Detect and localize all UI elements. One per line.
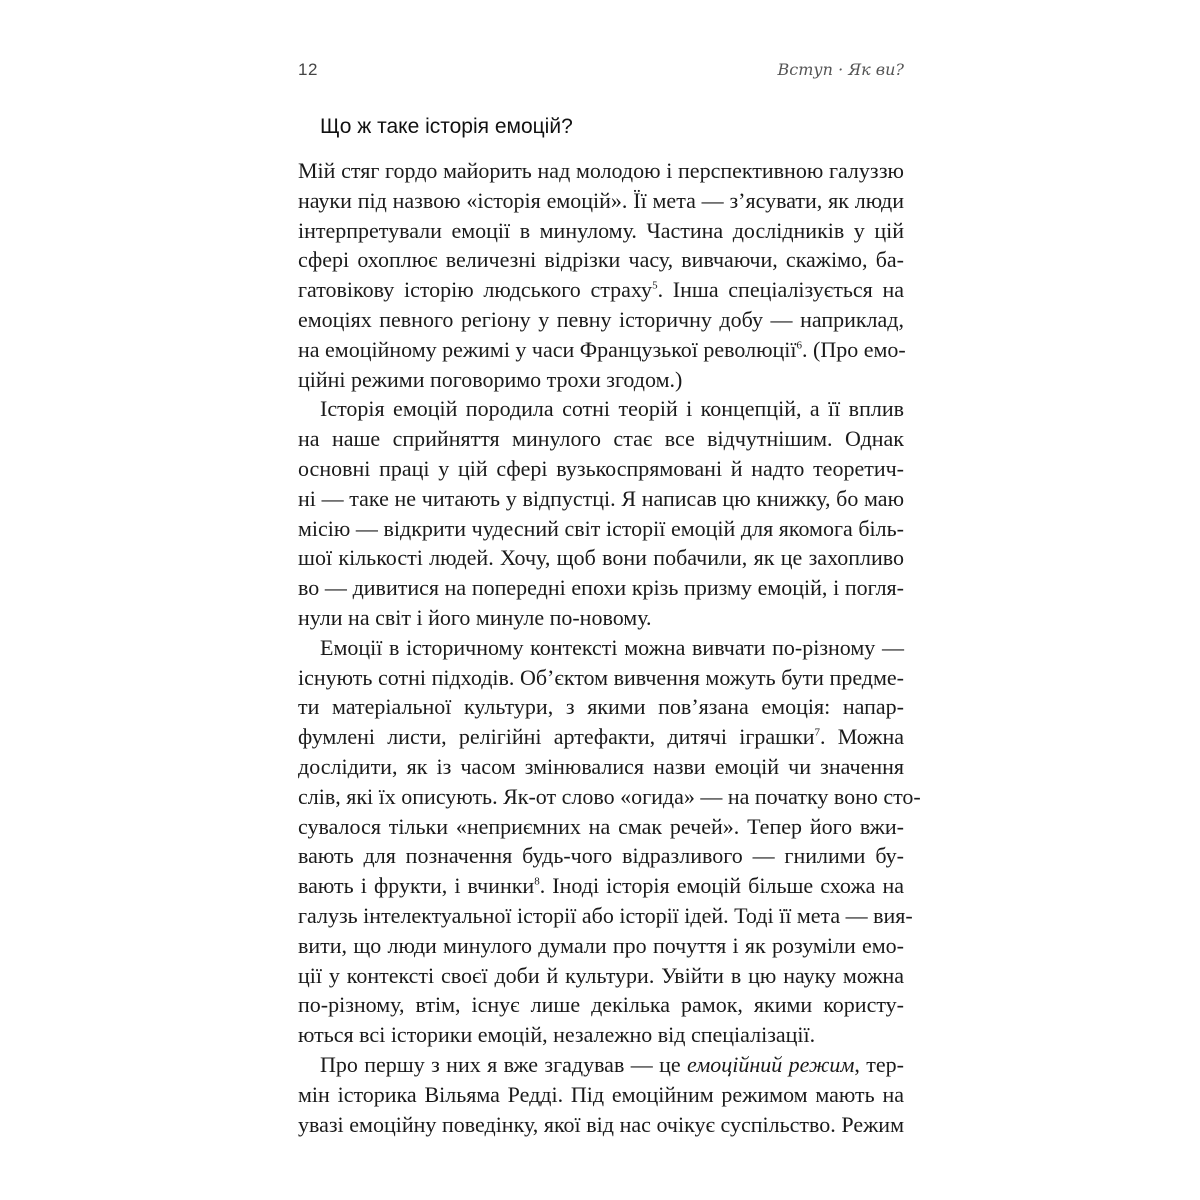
text-line: ти матеріальної культури, з якими пов’язана емоція: напар- — [298, 694, 904, 720]
text-line: науки під назвою «історія емоцій». Її мета — з’ясувати, як люди — [298, 187, 904, 213]
text-line: сфері охоплює величезні відрізки часу, вивчаючи, скажімо, ба- — [298, 247, 904, 273]
paragraph-3 — [298, 633, 921, 1050]
text-line: сувалося тільки «неприємних на смак речей». Тепер його вжи- — [298, 813, 904, 839]
text-line — [298, 722, 904, 752]
text-line: вають для позначення будь-чого відразливого — гнилими бу- — [298, 843, 904, 869]
text-line: на наше сприйняття минулого стає все відчутнішим. Однак — [298, 426, 904, 452]
text-line: ції у контексті своєї доби й культури. Увійти в цю науку можна — [298, 962, 904, 988]
page-number: 12 — [298, 60, 318, 79]
text-line: місію — відкрити чудесний світ історії емоцій для якомога біль- — [298, 515, 904, 541]
text-line: мін історика Вільяма Редді. Під емоційним режимом мають на — [298, 1081, 904, 1107]
text-line — [298, 335, 904, 365]
text-line: емоціях певного регіону у певну історичну добу — наприклад, — [298, 306, 904, 332]
text-line — [298, 1050, 904, 1080]
text-line: по-різному, втім, існує лише декілька рамок, якими користу- — [298, 992, 904, 1018]
paragraph-4 — [298, 1050, 904, 1139]
text-fragment: гатовікову історію людського страху — [298, 277, 653, 303]
text-fragment: . Можна — [820, 724, 904, 750]
text-line: основні праці у цій сфері вузькоспрямовані й надто теоретич- — [298, 455, 904, 481]
running-title: Вступ · Як ви? — [777, 60, 904, 79]
text-line: дослідити, як із часом змінювалися назви емоцій чи значення — [298, 753, 904, 779]
text-fragment: . (Про емо- — [802, 336, 906, 362]
body-text — [298, 156, 921, 1139]
text-line: Мій стяг гордо майорить над молодою і перспективною галуззю — [298, 158, 904, 183]
footnote-ref: 6 — [796, 339, 803, 352]
text-line: шої кількості людей. Хочу, щоб вони побачили, як це захопливо — [298, 545, 904, 571]
text-line: нули на світ і його минуле по-новому. — [298, 604, 652, 630]
term-emphasis: емоційний режим — [687, 1051, 855, 1077]
text-line: увазі емоційну поведінку, якої від нас очікує суспільство. Режим — [298, 1111, 904, 1137]
text-fragment: Про першу з них я вже згадував — це — [320, 1051, 687, 1077]
text-line: галузь інтелектуальної історії або історії ідей. Тоді її мета — вия- — [298, 902, 913, 928]
text-line: Історія емоцій породила сотні теорій і концепцій, а її вплив — [320, 396, 904, 422]
text-line: ються всі історики емоцій, незалежно від спеціалізації. — [298, 1022, 816, 1048]
footnote-ref: 5 — [652, 279, 658, 292]
text-line — [298, 871, 904, 901]
text-fragment: . Інша спеціалізується на — [657, 277, 904, 303]
footnote-ref: 7 — [814, 726, 821, 739]
text-line: во — дивитися на попередні епохи крізь призму емоцій, і погля- — [298, 575, 904, 601]
running-head — [298, 60, 904, 88]
section-heading: Що ж таке історія емоцій? — [320, 115, 573, 138]
text-line: Емоції в історичному контексті можна вивчати по-різному — — [320, 634, 904, 660]
text-line: ційні режими поговоримо трохи згодом.) — [298, 366, 683, 392]
text-fragment: . Іноді історія емоцій більше схожа на — [539, 873, 904, 899]
text-fragment: вають і фрукти, і вчинки — [298, 873, 535, 899]
text-fragment: , тер- — [854, 1051, 904, 1077]
footnote-ref: 8 — [534, 875, 540, 888]
text-fragment: на емоційному режимі у часи Французької революції — [298, 336, 797, 362]
text-line: ні — таке не читають у відпустці. Я написав цю книжку, бо маю — [298, 485, 904, 511]
paragraph-1 — [298, 156, 904, 394]
text-fragment: фумлені листи, релігійні артефакти, дитячі іграшки — [298, 724, 815, 750]
text-line: існують сотні підходів. Об’єктом вивчення можуть бути предме- — [298, 664, 904, 690]
text-line: слів, які їх описують. Як-от слово «огида» — на початку воно сто- — [298, 783, 921, 809]
text-line: інтерпретували емоції в минулому. Частина дослідників у цій — [298, 217, 904, 243]
text-line: вити, що люди минулого думали про почуття і як розуміли емо- — [298, 932, 904, 958]
paragraph-2 — [298, 394, 904, 632]
text-line — [298, 275, 904, 305]
